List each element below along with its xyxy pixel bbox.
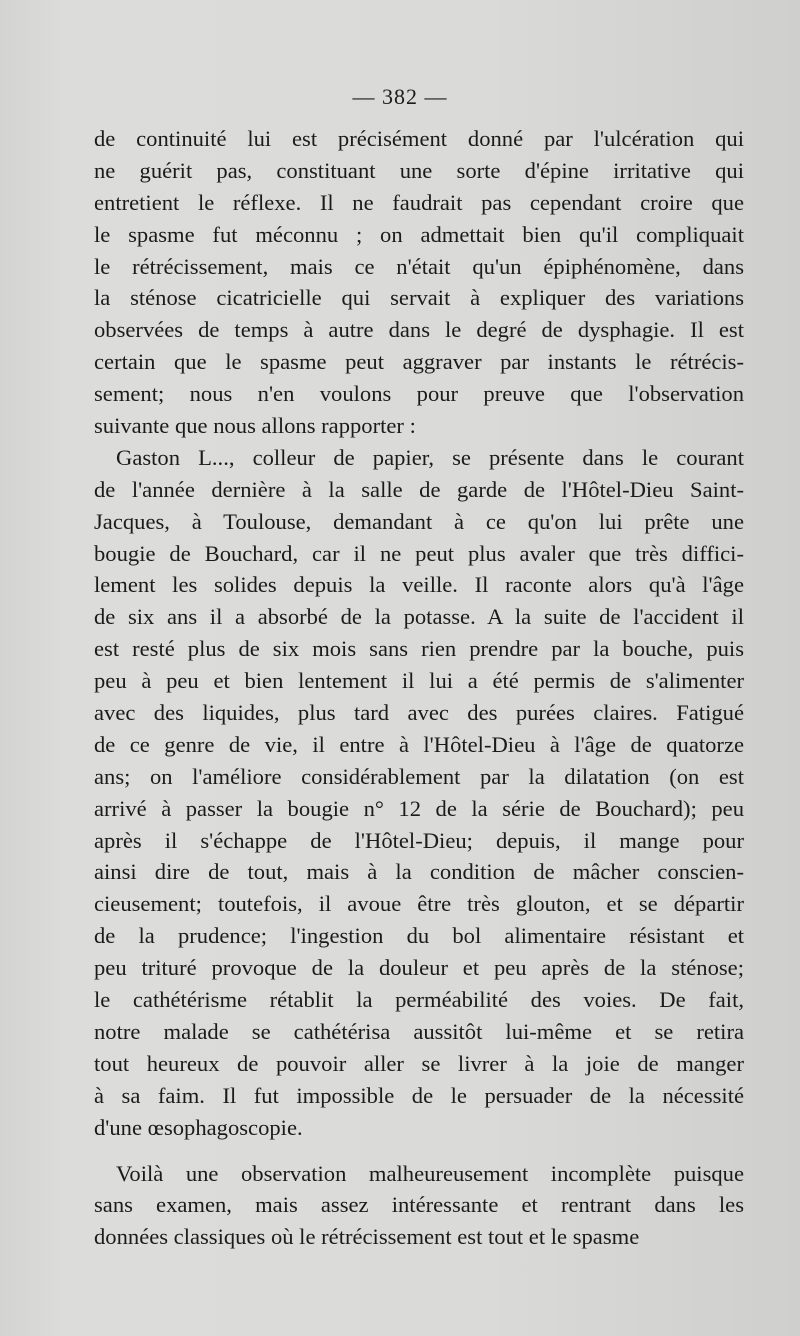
page-number: — 382 — (352, 84, 448, 109)
text-line: de l'année dernière à la salle de garde de l'Hôtel-Dieu Saint- (94, 476, 744, 502)
text-line: Gaston L..., colleur de papier, se présente dans le courant (116, 444, 744, 470)
text-line: lement les solides depuis la veille. Il raconte alors qu'à l'âge (94, 572, 744, 598)
text-line: ainsi dire de tout, mais à la condition de mâcher conscien- (94, 859, 744, 885)
text-line: est resté plus de six mois sans rien prendre par la bouche, puis (94, 636, 744, 662)
body-text (94, 123, 744, 1253)
paragraph-gap (94, 1144, 744, 1158)
text-line: de continuité lui est précisément donné par l'ulcération qui (94, 126, 744, 151)
text-line: cieusement; toutefois, il avoue être très glouton, et se départir (94, 891, 744, 917)
text-line: de ce genre de vie, il entre à l'Hôtel-Dieu à l'âge de quatorze (94, 731, 744, 757)
paragraph (94, 1158, 744, 1254)
text-line: peu à peu et bien lentement il lui a été permis de s'alimenter (94, 668, 744, 694)
text-line: ans; on l'améliore considérablement par la dilatation (on est (94, 763, 744, 789)
text-line: d'une œsophagoscopie. (94, 1114, 303, 1140)
text-line: tout heureux de pouvoir aller se livrer à la joie de manger (94, 1050, 744, 1076)
text-line: le cathétérisme rétablit la perméabilité des voies. De fait, (94, 987, 744, 1013)
text-line: le spasme fut méconnu ; on admettait bien qu'il compliquait (94, 221, 744, 247)
text-line: à sa faim. Il fut impossible de le persuader de la nécessité (94, 1082, 744, 1108)
text-line: observées de temps à autre dans le degré de dysphagie. Il est (94, 317, 744, 343)
text-line: suivante que nous allons rapporter : (94, 413, 416, 439)
text-line: entretient le réflexe. Il ne faudrait pas cependant croire que (94, 189, 744, 215)
text-line: sans examen, mais assez intéressante et rentrant dans les (94, 1192, 744, 1218)
text-line: données classiques où le rétrécissement est tout et le spasme (94, 1224, 640, 1250)
text-line: peu trituré provoque de la douleur et peu après de la sténose; (94, 955, 744, 981)
text-line: de la prudence; l'ingestion du bol alimentaire résistant et (94, 923, 744, 949)
text-line: arrivé à passer la bougie n° 12 de la série de Bouchard); peu (94, 795, 744, 821)
text-line: après il s'échappe de l'Hôtel-Dieu; depuis, il mange pour (94, 827, 744, 853)
text-line: le rétrécissement, mais ce n'était qu'un épiphénomène, dans (94, 253, 744, 279)
text-line: Jacques, à Toulouse, demandant à ce qu'on lui prête une (94, 508, 744, 534)
text-line: sement; nous n'en voulons pour preuve que l'observation (94, 381, 744, 407)
text-line: certain que le spasme peut aggraver par instants le rétrécis- (94, 349, 744, 375)
paragraph (94, 123, 744, 442)
text-line: de six ans il a absorbé de la potasse. A la suite de l'accident il (94, 604, 744, 630)
paragraph (94, 442, 744, 1144)
text-line: ne guérit pas, constituant une sorte d'épine irritative qui (94, 157, 744, 183)
text-line: notre malade se cathétérisa aussitôt lui-même et se retira (94, 1018, 744, 1044)
text-line: bougie de Bouchard, car il ne peut plus avaler que très diffici- (94, 540, 744, 566)
text-line: avec des liquides, plus tard avec des purées claires. Fatigué (94, 700, 744, 726)
text-line: la sténose cicatricielle qui servait à expliquer des variations (94, 285, 744, 311)
text-line: Voilà une observation malheureusement incomplète puisque (116, 1160, 744, 1186)
